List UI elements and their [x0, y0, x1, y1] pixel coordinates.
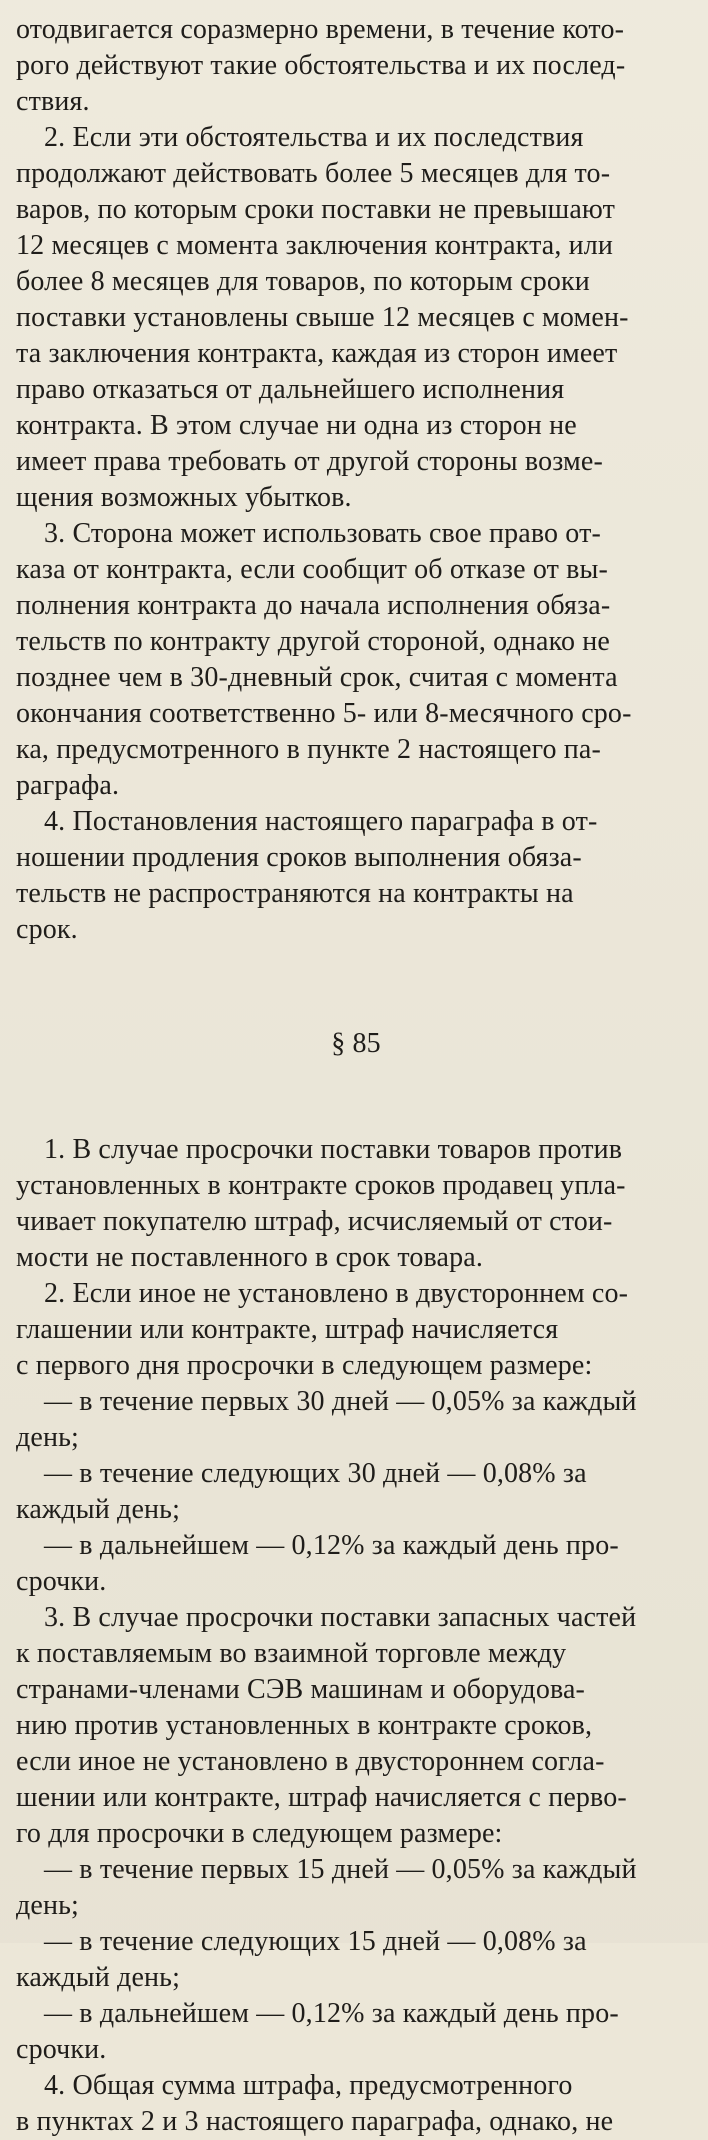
text-line: раграфа.: [16, 770, 120, 801]
text-line: ношении продления сроков выполнения обяза-: [16, 842, 582, 873]
text-line: каждый день;: [16, 1494, 181, 1525]
text-line: — в течение следующих 15 дней — 0,08% за: [44, 1926, 587, 1957]
text-line: варов, по которым сроки поставки не превышают: [16, 194, 616, 225]
text-line: каза от контракта, если сообщит об отказе от вы-: [16, 554, 608, 585]
text-line: с первого дня просрочки в следующем размере:: [16, 1350, 593, 1381]
section-85-dash-6: [16, 1996, 696, 2068]
paragraph-4: [16, 804, 696, 948]
text-line: право отказаться от дальнейшего исполнения: [16, 374, 565, 405]
text-line: 12 месяцев с момента заключения контракта, или: [16, 230, 614, 261]
text-line: день;: [16, 1422, 79, 1453]
text-line: глашении или контракте, штраф начисляется: [16, 1314, 559, 1345]
section-85-dash-4: [16, 1852, 696, 1924]
text-line: шении или контракте, штраф начисляется с перво-: [16, 1782, 627, 1813]
text-line: нию против установленных в контракте сроков,: [16, 1710, 593, 1741]
section-85-dash-5: [16, 1924, 696, 1996]
text-line: — в течение первых 15 дней — 0,05% за каждый: [44, 1854, 637, 1885]
text-line: 1. В случае просрочки поставки товаров против: [44, 1134, 623, 1165]
text-line: ка, предусмотренного в пункте 2 настоящего па-: [16, 734, 601, 765]
text-line: го для просрочки в следующем размере:: [16, 1818, 503, 1849]
paragraph-continuation: [16, 12, 696, 120]
text-line: 3. В случае просрочки поставки запасных частей: [44, 1602, 637, 1633]
text-line: срочки.: [16, 2034, 107, 2065]
text-line: окончания соответственно 5- или 8-месячного сро-: [16, 698, 632, 729]
text-line: к поставляемым во взаимной торговле между: [16, 1638, 567, 1669]
text-line: полнения контракта до начала исполнения обяза-: [16, 590, 611, 621]
text-line: 3. Сторона может использовать свое право от-: [44, 518, 601, 549]
text-line: тельств не распространяются на контракты на: [16, 878, 574, 909]
text-line: — в течение первых 30 дней — 0,05% за каждый: [44, 1386, 637, 1417]
text-line: странами-членами СЭВ машинам и оборудова-: [16, 1674, 586, 1705]
document-text: [16, 12, 696, 2140]
text-line: рого действуют такие обстоятельства и их послед-: [16, 50, 626, 81]
text-line: та заключения контракта, каждая из сторон имеет: [16, 338, 618, 369]
text-line: — в дальнейшем — 0,12% за каждый день про-: [44, 1998, 619, 2029]
text-line: чивает покупателю штраф, исчисляемый от стои-: [16, 1206, 613, 1237]
text-line: ствия.: [16, 86, 90, 117]
section-gap: [16, 948, 696, 1026]
text-line: 2. Если иное не установлено в двустороннем со-: [44, 1278, 629, 1309]
text-line: 4. Общая сумма штрафа, предусмотренного: [44, 2070, 573, 2101]
text-line: день;: [16, 1890, 79, 1921]
text-line: щения возможных убытков.: [16, 482, 352, 513]
section-85-dash-2: [16, 1456, 696, 1528]
text-line: контракта. В этом случае ни одна из сторон не: [16, 410, 577, 441]
section-85-paragraph-3: [16, 1600, 696, 1852]
section-85-dash-3: [16, 1528, 696, 1600]
paragraph-3: [16, 516, 696, 804]
text-line: 2. Если эти обстоятельства и их последствия: [44, 122, 584, 153]
text-line: поставки установлены свыше 12 месяцев с момен-: [16, 302, 629, 333]
text-line: срок.: [16, 914, 78, 945]
text-line: имеет права требовать от другой стороны возме-: [16, 446, 603, 477]
text-line: срочки.: [16, 1566, 107, 1597]
text-line: в пунктах 2 и 3 настоящего параграфа, однако, не: [16, 2106, 614, 2137]
text-line: позднее чем в 30-дневный срок, считая с момента: [16, 662, 618, 693]
section-85-paragraph-2: [16, 1276, 696, 1384]
text-line: каждый день;: [16, 1962, 181, 1993]
text-line: более 8 месяцев для товаров, по которым сроки: [16, 266, 590, 297]
section-85-paragraph-4: [16, 2068, 696, 2140]
text-line: мости не поставленного в срок товара.: [16, 1242, 483, 1273]
section-85-dash-1: [16, 1384, 696, 1456]
text-line: — в дальнейшем — 0,12% за каждый день про-: [44, 1530, 619, 1561]
text-line: если иное не установлено в двустороннем согла-: [16, 1746, 605, 1777]
text-line: установленных в контракте сроков продавец упла-: [16, 1170, 626, 1201]
text-line: отодвигается соразмерно времени, в течение кото-: [16, 14, 625, 45]
text-line: продолжают действовать более 5 месяцев для то-: [16, 158, 611, 189]
text-line: тельств по контракту другой стороной, однако не: [16, 626, 610, 657]
text-line: 4. Постановления настоящего параграфа в от-: [44, 806, 598, 837]
text-line: — в течение следующих 30 дней — 0,08% за: [44, 1458, 587, 1489]
section-85-paragraph-1: [16, 1132, 696, 1276]
section-title: § 85: [331, 1028, 381, 1059]
paragraph-2: [16, 120, 696, 516]
